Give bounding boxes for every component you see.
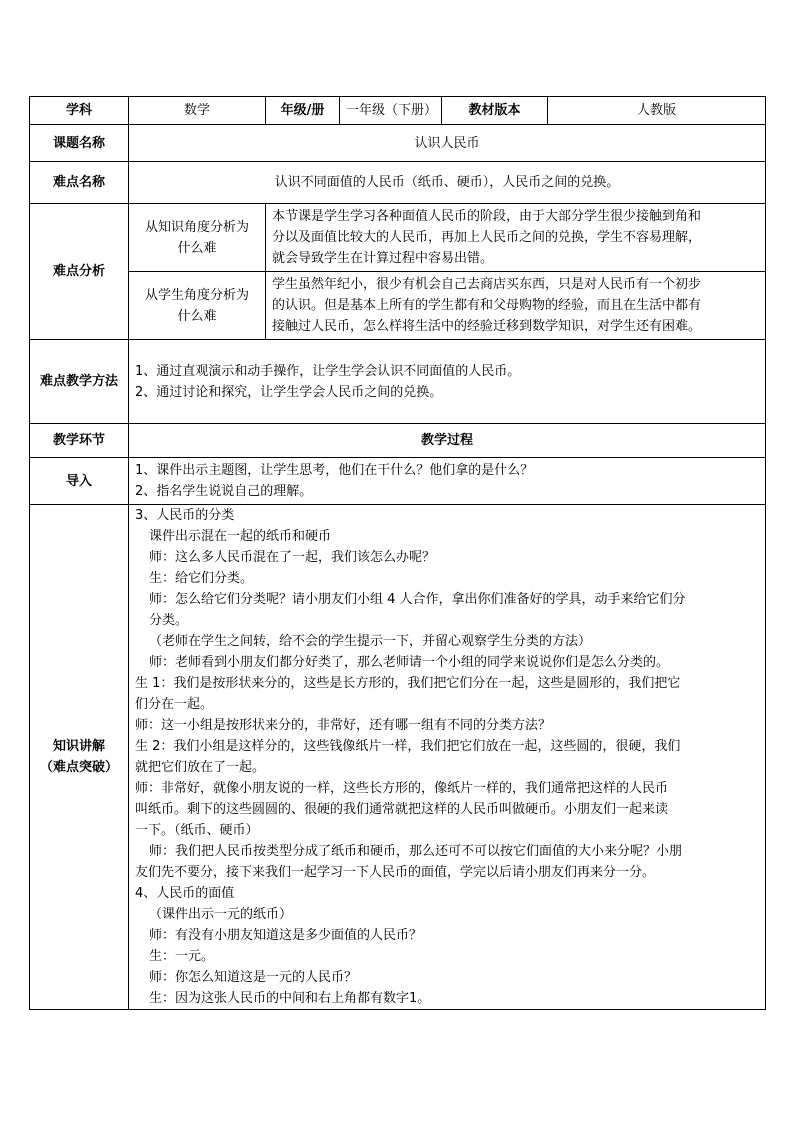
knowledge-row <box>30 505 766 1010</box>
knowledge-line: 师：有没有小朋友知道这是多少面值的人民币？ <box>149 928 423 943</box>
topic-label: 课题名称 <box>30 125 129 162</box>
difficulty-label: 难点名称 <box>30 162 129 204</box>
knowledge-line: 生：因为这张人民币的中间和右上角都有数字1。 <box>149 991 431 1006</box>
knowledge-line: 师：老师看到小朋友们都分好类了，那么老师请一个小组的同学来说说你们是怎么分类的。 <box>149 655 670 670</box>
method-label: 难点教学方法 <box>30 340 129 424</box>
knowledge-line: 叫纸币。剩下的这些圆圆的、很硬的我们通常就把这样的人民币叫做硬币。小朋友们一起来读 <box>135 802 669 817</box>
header-row <box>30 97 766 125</box>
method-row <box>30 340 766 424</box>
knowledge-line: （老师在学生之间转，给不会的学生提示一下，并留心观察学生分类的方法） <box>149 634 592 649</box>
subject-value: 数学 <box>129 97 266 125</box>
knowledge-line: 生 2：我们小组是这样分的，这些钱像纸片一样，我们把它们放在一起，这些圆的，很硬，我们 <box>135 739 681 754</box>
knowledge-line: 师：这一小组是按形状来分的，非常好，还有哪一组有不同的分类方法？ <box>135 718 552 733</box>
knowledge-line: 师：我们把人民币按类型分成了纸币和硬币，那么还可不可以按它们面值的大小来分呢？小朋 <box>149 844 683 859</box>
knowledge-line: 课件出示混在一起的纸币和硬币 <box>149 529 332 544</box>
intro-text: 1、课件出示主题图，让学生思考，他们在干什么？他们拿的是什么？ 2、指名学生说说自己的理解。 <box>129 458 766 505</box>
grade-label: 年级/册 <box>266 97 340 125</box>
knowledge-text <box>129 505 766 1010</box>
student-angle-label: 从学生角度分析为 什么难 <box>129 272 266 340</box>
knowledge-line: 4、人民币的面值 <box>135 886 235 901</box>
knowledge-line: 生：给它们分类。 <box>149 571 254 586</box>
knowledge-angle-text: 本节课是学生学习各种面值人民币的阶段，由于大部分学生很少接触到角和 分以及面值比较大的人民币，再加上人民币之间的兑换，学生不容易理解， 就会导致学生在计算过程中容易出错。 <box>266 204 766 272</box>
knowledge-line: 师：非常好，就像小朋友说的一样，这些长方形的，像纸片一样的，我们通常把这样的人民币 <box>135 781 669 796</box>
knowledge-angle-label: 从知识角度分析为 什么难 <box>129 204 266 272</box>
knowledge-line: （课件出示一元的纸币） <box>149 907 293 922</box>
edition-value: 人教版 <box>548 97 766 125</box>
student-angle-text: 学生虽然年纪小，很少有机会自己去商店买东西，只是对人民币有一个初步 的认识。但是基本上所有的学生都有和父母购物的经验，而且在生活中都有 接触过人民币，怎么样将生活中的经验迁移到数学知识，对学生还有困难。 <box>266 272 766 340</box>
lesson-plan-table <box>29 96 766 1010</box>
analysis-knowledge-row <box>30 204 766 272</box>
knowledge-line: 们分在一起。 <box>135 697 214 712</box>
intro-row <box>30 458 766 505</box>
process-header-row <box>30 424 766 458</box>
knowledge-line: 3、人民币的分类 <box>135 508 235 523</box>
process-stage-label: 教学环节 <box>30 424 129 458</box>
knowledge-label-cell: 知识讲解 （难点突破） <box>30 505 129 1010</box>
difficulty-value: 认识不同面值的人民币（纸币、硬币），人民币之间的兑换。 <box>129 162 766 204</box>
subject-label: 学科 <box>30 97 129 125</box>
topic-value: 认识人民币 <box>129 125 766 162</box>
process-title: 教学过程 <box>129 424 766 458</box>
method-text: 1、通过直观演示和动手操作，让学生学会认识不同面值的人民币。 2、通过讨论和探究，让学生学会人民币之间的兑换。 <box>129 340 766 424</box>
analysis-label: 难点分析 <box>30 204 129 340</box>
knowledge-line: 一下。（纸币、硬币） <box>135 823 259 838</box>
knowledge-line: 师：你怎么知道这是一元的人民币？ <box>149 970 358 985</box>
knowledge-line: 师：怎么给它们分类呢？请小朋友们小组 4 人合作，拿出你们准备好的学具，动手来给它们分 <box>149 592 686 607</box>
grade-value: 一年级（下册） <box>340 97 442 125</box>
analysis-student-row <box>30 272 766 340</box>
knowledge-line: 就把它们放在了一起。 <box>135 760 266 775</box>
difficulty-row <box>30 162 766 204</box>
knowledge-line: 师：这么多人民币混在了一起，我们该怎么办呢？ <box>149 550 436 565</box>
topic-row <box>30 125 766 162</box>
knowledge-line: 分类。 <box>149 613 189 628</box>
knowledge-line: 生：一元。 <box>149 949 215 964</box>
intro-label: 导入 <box>30 458 129 505</box>
knowledge-line: 生 1：我们是按形状来分的，这些是长方形的，我们把它们分在一起，这些是圆形的，我们把它 <box>135 676 681 691</box>
knowledge-line: 友们先不要分，接下来我们一起学习一下人民币的面值，学完以后请小朋友们再来分一分。 <box>135 865 656 880</box>
edition-label: 教材版本 <box>442 97 548 125</box>
